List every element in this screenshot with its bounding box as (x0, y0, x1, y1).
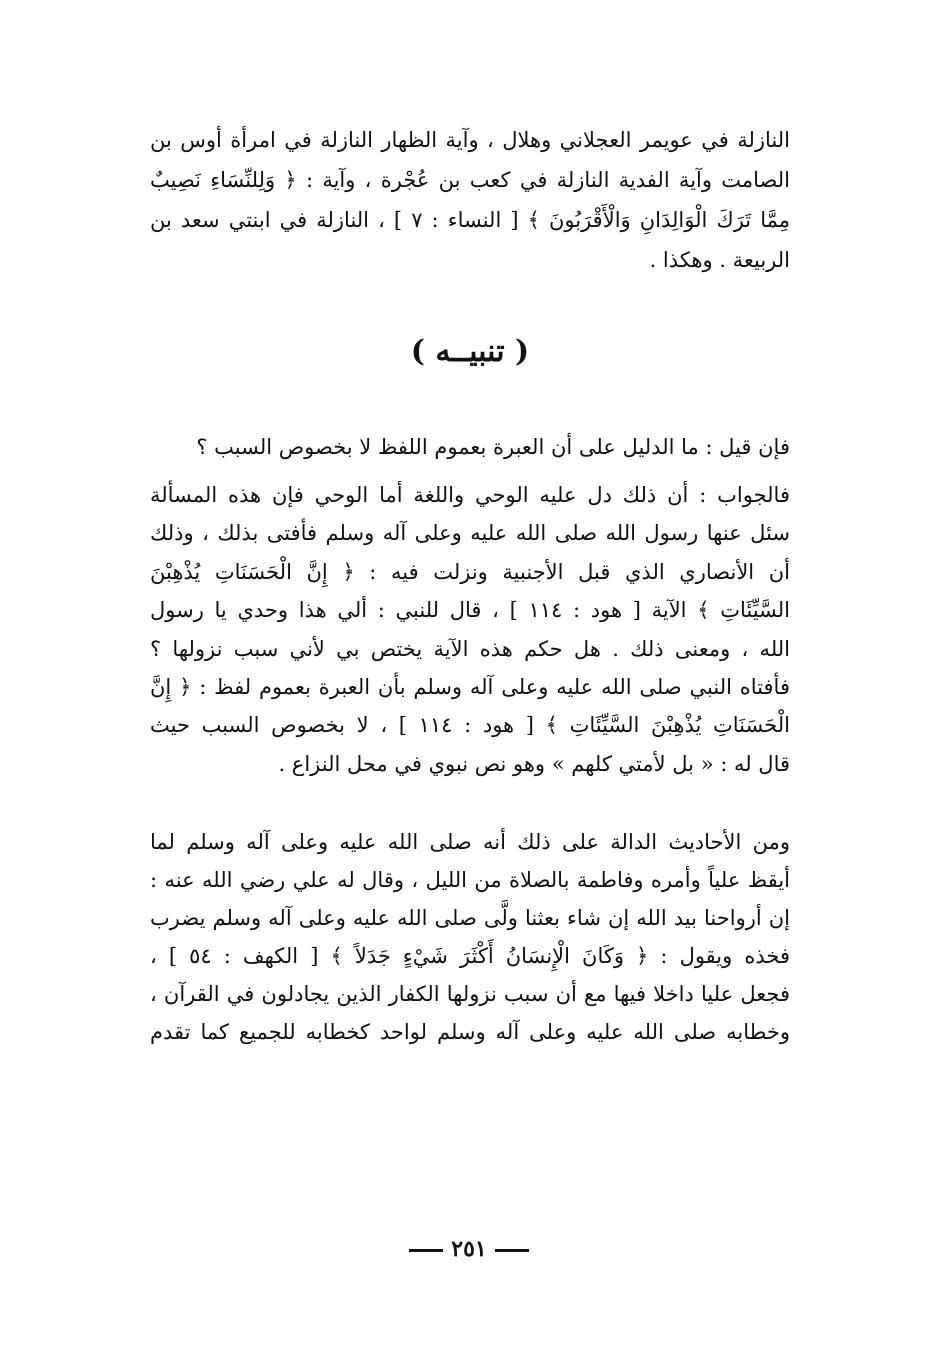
text-line: الصامت وآية الفدية النازلة في كعب بن عُجْرة ، وآية : ﴿ وَلِلنِّسَاءِ نَصِيبٌ (150, 168, 790, 192)
page-number (0, 1236, 938, 1262)
section-heading: ( تنبيــه ) (410, 334, 530, 369)
text-line: وخطابه صلى الله عليه وعلى آله وسلم لواحد كخطابه للجميع كما تقدم (150, 1020, 790, 1045)
page-number-value: ٢٥١ (451, 1236, 487, 1262)
page-body (150, 120, 790, 1051)
text-line: فأفتاه النبي صلى الله عليه وعلى آله وسلم بأن العبرة بعموم لفظ : ﴿ إِنَّ (150, 674, 790, 699)
paragraph-hadith (150, 823, 790, 1051)
text-line: الربيعة . وهكذا . (649, 248, 790, 272)
text-line: السَّيِّئَاتِ ﴾ الآية [ هود : ١١٤ ] ، قال للنبي : ألي هذا وحدي يا رسول (150, 598, 790, 623)
text-line: أن الأنصاري الذي قبل الأجنبية ونزلت فيه : ﴿ إِنَّ الْحَسَنَاتِ يُذْهِبْنَ (150, 559, 790, 584)
text-line: ومن الأحاديث الدالة على ذلك أنه صلى الله عليه وعلى آله وسلم لما (150, 830, 790, 855)
text-line: فجعل عليا داخلا فيها مع أن سبب نزولها الكفار الذين يجادلون في القرآن ، (150, 982, 790, 1007)
text-line: الله ، ومعنى ذلك . هل حكم هذه الآية يختص بي لأني سبب نزولها ؟ (150, 636, 790, 661)
text-line: فإن قيل : ما الدليل على أن العبرة بعموم اللفظ لا بخصوص السبب ؟ (196, 435, 790, 459)
text-line: فالجواب : أن ذلك دل عليه الوحي واللغة أما الوحي فإن هذه المسألة (150, 483, 790, 507)
text-line: فخذه ويقول : ﴿ وَكَانَ الْإِنسَانُ أَكْثَرَ شَيْءٍ جَدَلاً ﴾ [ الكهف : ٥٤ ] ، (150, 944, 790, 969)
text-line: النازلة في عويمر العجلاني وهلال ، وآية الظهار النازلة في امرأة أوس بن (150, 128, 790, 152)
dash-divider (409, 1249, 443, 1252)
text-line: قال له : « بل لأمتي كلهم » وهو نص نبوي في محل النزاع . (278, 751, 790, 776)
text-line: سئل عنها رسول الله صلى الله عليه وعلى آله وسلم فأفتى بذلك ، وذلك (150, 521, 790, 546)
text-line: الْحَسَنَاتِ يُذْهِبْنَ السَّيِّئَاتِ ﴾ [ هود : ١١٤ ] ، لا بخصوص السبب حيث (150, 713, 790, 738)
text-line: إن أرواحنا بيد الله إن شاء بعثنا ولَّى صلى الله عليه وعلى آله وسلم يضرب (150, 906, 790, 931)
paragraph-answer (150, 476, 790, 783)
paragraph-continuation (150, 120, 790, 280)
dash-divider (495, 1249, 529, 1252)
paragraph-question (150, 428, 790, 466)
text-line: مِمَّا تَرَكَ الْوَالِدَانِ وَالْأَقْرَبُونَ ﴾ [ النساء : ٧ ] ، النازلة في ابنتي سعد بن (150, 208, 790, 232)
text-line: أيقظ علياً وأمره وفاطمة بالصلاة من الليل ، وقال له علي رضي الله عنه : (150, 868, 790, 893)
